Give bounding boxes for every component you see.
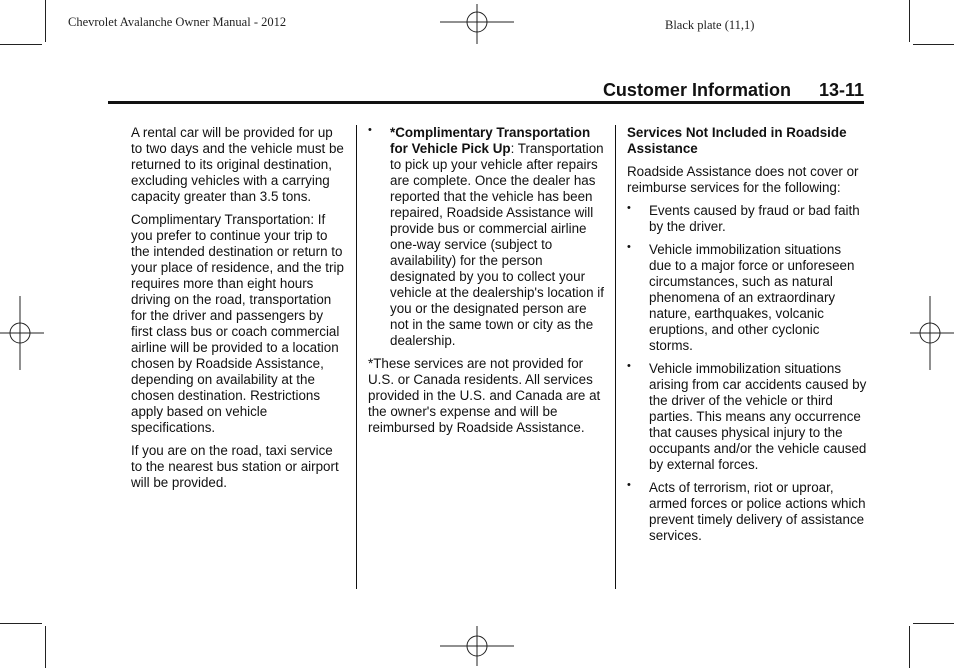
column-divider — [615, 125, 616, 589]
column-divider — [356, 125, 357, 589]
bullet-item — [627, 361, 867, 473]
section-title: Customer Information — [602, 80, 791, 100]
plate-label: Black plate (11,1) — [665, 18, 755, 32]
crop-mark — [45, 0, 46, 42]
registration-mark-icon — [440, 0, 514, 44]
crop-mark — [909, 626, 910, 668]
paragraph: *These services are not provided for U.S. or Canada residents. All services provided in the U.S. and Canada are at the owner's expense and will be reimbursed by Roadside Assistance. — [368, 356, 601, 435]
column-2 — [368, 125, 608, 443]
column-1 — [131, 125, 347, 498]
bullet-text: Acts of terrorism, riot or uproar, armed forces or police actions which prevent timely delivery of assistance services. — [649, 480, 866, 543]
paragraph: If you are on the road, taxi service to the nearest bus station or airport will be provided. — [131, 443, 339, 490]
bullet-item — [627, 203, 867, 235]
crop-mark — [0, 623, 42, 624]
bullet-icon: • — [627, 241, 631, 253]
bullet-text: Vehicle immobilization situations due to a major force or unforeseen circumstances, such as natural phenomena of an extraordinary nature, earthquakes, volcanic eruptions, and other cyclonic storms. — [649, 242, 855, 353]
crop-mark — [909, 0, 910, 42]
paragraph: Complimentary Transportation: If you prefer to continue your trip to the intended destination or return to your place of residence, and the trip requires more than eight hours driving on the road, transportation for the driver and passengers by first class bus or coach commercial airline will be provided to a location chosen by Roadside Assistance, depending on availability at the chosen destination. Restrictions apply based on vehicle specifications. — [131, 212, 344, 435]
bullet-icon: • — [368, 124, 372, 136]
registration-mark-icon — [0, 296, 44, 370]
bullet-text: Vehicle immobilization situations arising from car accidents caused by the driver of the vehicle or third parties. This means any occurrence that causes physical injury to the occupants and/or the vehicle caused by external forces. — [649, 361, 867, 472]
bullet-icon: • — [627, 360, 631, 372]
bullet-heading: *Complimentary Transportation for Vehicle Pick Up — [390, 125, 591, 156]
subsection-heading: Services Not Included in Roadside Assistance — [627, 125, 847, 156]
bullet-item — [627, 242, 867, 354]
paragraph: Roadside Assistance does not cover or reimburse services for the following: — [627, 164, 859, 195]
column-3 — [627, 125, 867, 551]
crop-mark — [913, 44, 954, 45]
bullet-icon: • — [627, 202, 631, 214]
paragraph: A rental car will be provided for up to two days and the vehicle must be returned to its original destination, excluding vehicles with a carrying capacity greater than 3.5 tons. — [131, 125, 344, 204]
bullet-item — [627, 480, 867, 544]
bullet-text: : Transportation to pick up your vehicle after repairs are complete. Once the dealer has reported that the vehicle has been repaired, Roadside Assistance will provide bus or commercial airline one-way service (subject to availability) for the person designated by you to collect your vehicle at the dealership's location if you or the designated person are not in the same town or city as the dealership. — [390, 141, 604, 348]
manual-title: Chevrolet Avalanche Owner Manual - 2012 — [68, 15, 287, 29]
crop-mark — [45, 626, 46, 668]
crop-mark — [913, 623, 954, 624]
crop-mark — [0, 44, 42, 45]
bullet-text: Events caused by fraud or bad faith by the driver. — [649, 203, 860, 234]
bullet-item — [368, 125, 608, 349]
registration-mark-icon — [910, 296, 954, 370]
page-number: 13-11 — [818, 80, 864, 100]
section-header — [603, 80, 864, 101]
bullet-icon: • — [627, 479, 631, 491]
header-rule — [108, 101, 864, 104]
registration-mark-icon — [440, 626, 514, 668]
